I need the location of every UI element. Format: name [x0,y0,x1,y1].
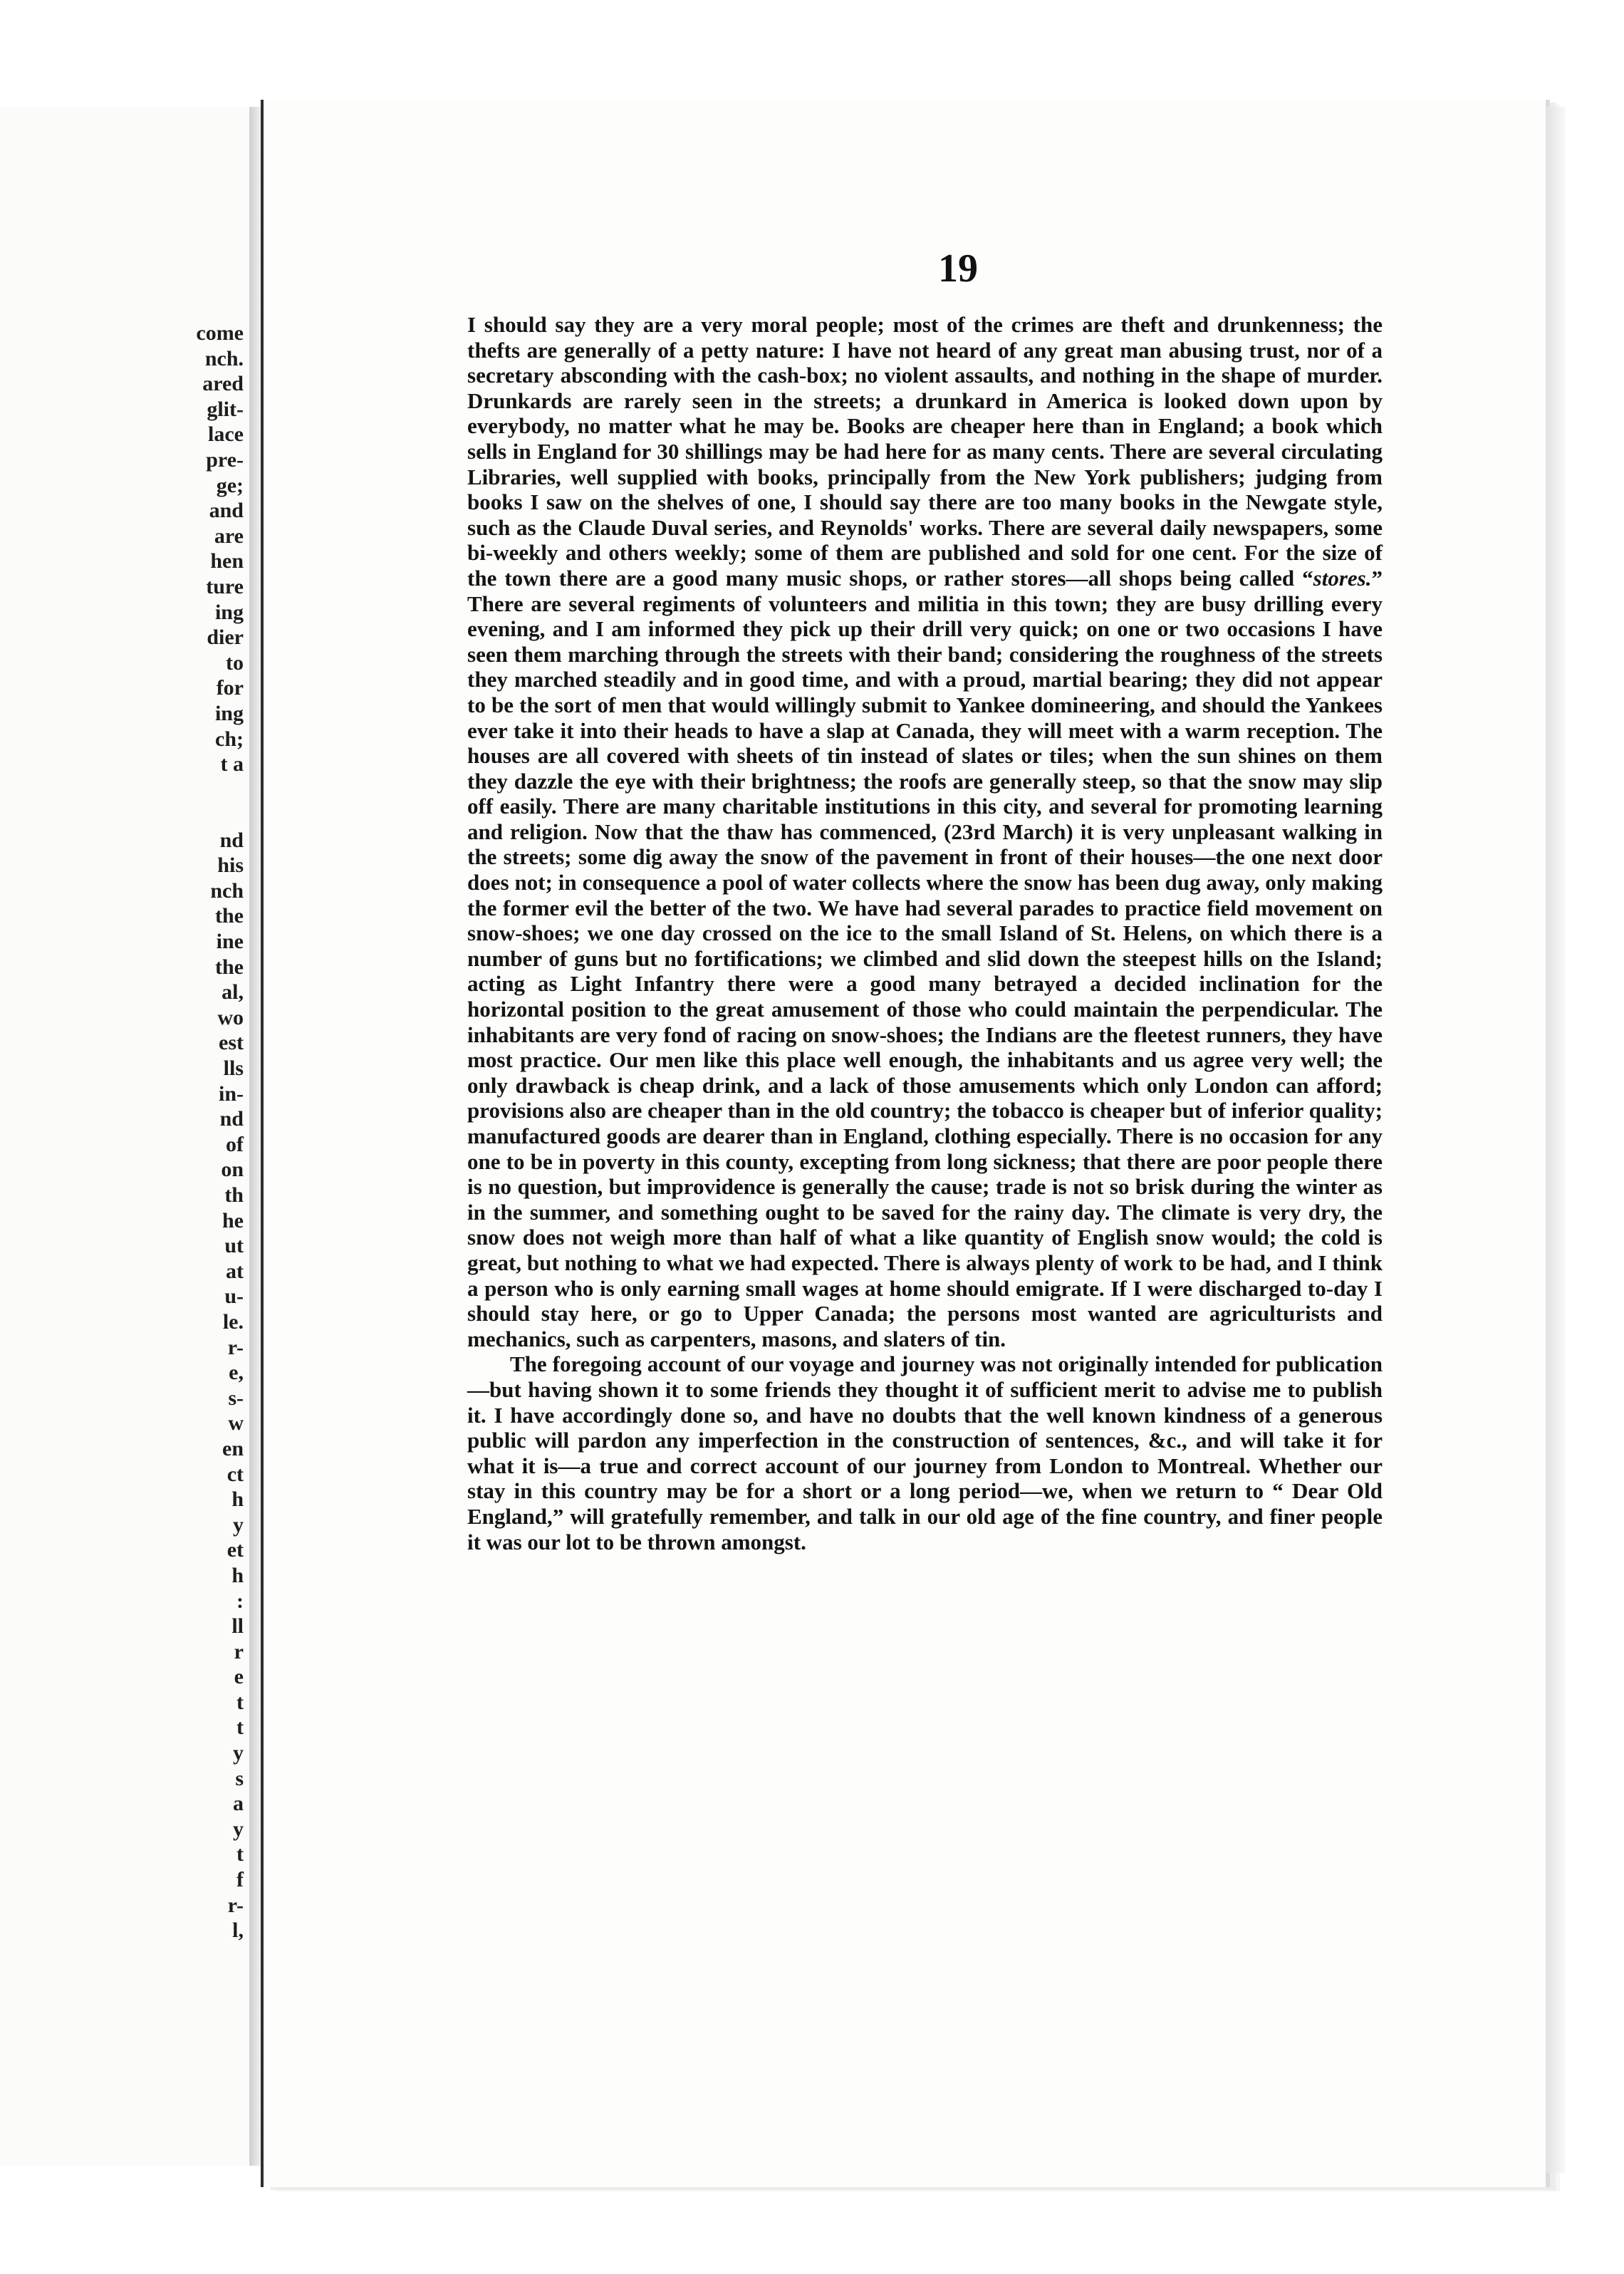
left-page-fragment: e [234,1665,244,1689]
left-page-fragment: l, [232,1919,244,1943]
left-page-fragment: the [215,955,244,979]
left-page-gap [144,777,244,828]
left-page-fragment: his [217,853,244,878]
left-page-fragment: th [224,1183,244,1207]
left-page-fragment: y [233,1817,244,1841]
left-page-fragment: glit- [207,397,244,421]
left-page-fragment: t a [220,752,244,777]
left-page-fragment: ared [202,372,244,396]
left-page-fragment: nd [219,1107,244,1131]
left-page-fragment: le. [222,1309,244,1334]
left-page-fragment: f [236,1868,244,1892]
paragraph-1 [467,312,1383,1351]
left-page-fragment: nd [219,828,244,852]
left-page-fragment: r [234,1639,244,1663]
left-page-fragment: y [233,1512,244,1537]
left-page-fragment: y [233,1741,244,1765]
left-page-fragment: of [226,1132,244,1156]
left-page-fragment: ch; [215,727,244,751]
left-page-fragment: pre- [206,447,244,472]
left-page-fragment: to [226,650,244,675]
main-text [467,312,1383,1554]
left-page-fragment: in- [218,1081,244,1106]
left-page-fragment: nch. [204,346,244,370]
left-page-fragment: nch [210,878,244,903]
left-page-fragment: t [236,1842,244,1867]
left-facing-page [0,107,251,2166]
left-page-fragment: the [215,904,244,928]
left-page-fragment: dier [207,625,244,650]
left-page-fragment: ll [231,1614,244,1639]
left-page-fragment: come [196,321,244,345]
left-page-fragment: for [216,676,244,700]
italic-word-stores: stores. [1313,565,1372,591]
left-page-fragment: ut [224,1234,244,1258]
left-page-fragment: s- [228,1386,244,1410]
left-page-fragment: he [222,1208,244,1232]
left-page-fragment: on [221,1158,244,1182]
paragraph-1-part-a: I should say they are a very moral people; most of the crimes are theft and drunkenness; the thefts are generally of a petty nature: I have not heard of any great man abusing trust, nor of a secretary absconding with the cash-box; no violent assaults, and nothing in the shape of murder. Drunkards are rarely seen in the streets; a drunkard in America is looked down upon by everybody, no matter what he may be. Books are cheaper here than in England; a book which sells in England for 30 shillings may be had here for as many cents. There are several circulating Libraries, well supplied with books, principally from the New York publishers; judging from books I saw on the shelves of one, I should say there are too many books in the Newgate style, such as the Claude Duval series, and Reynolds' works. There are several daily newspapers, some bi-weekly and others weekly; some of them are published and sold for one cent. For the size of the town there are a good many music shops, or rather stores—all shops being called “ [467,312,1383,591]
page-edge-shadow [1546,107,1566,2173]
left-page-fragment: al, [222,980,244,1004]
left-page-fragment: wo [217,1005,244,1029]
left-page-fragment: en [222,1436,244,1460]
left-page-fragment: w [228,1411,244,1435]
left-page-text-fragments [144,321,244,1943]
left-page-fragment: ing [214,600,244,624]
left-page-fragment: r- [227,1335,244,1359]
left-page-fragment: h [231,1488,244,1512]
left-page-fragment: are [214,524,244,548]
page-number: 19 [938,246,978,291]
left-page-fragment: h [231,1563,244,1587]
left-page-fragment: et [227,1538,244,1562]
left-page-fragment: r- [227,1893,244,1917]
left-page-fragment: ine [216,930,244,954]
paragraph-1-part-b: ” There are several regiments of volunteers and militia in this town; they are busy drilling every evening, and I am informed they pick up their drill very quick; on one or two occasions I have seen them marching through the streets with their band; considering the roughness of the streets they marched steadily and in good time, and with a proud, martial bearing; they did not appear to be the sort of men that would willingly submit to Yankee domineering, and should the Yankees ever take it into their heads to have a slap at Canada, they will meet with a warm reception. The houses are all covered with sheets of tin instead of slates or tiles; when the sun shines on them they dazzle the eye with their brightness; the roofs are generally steep, so that the snow may slip off easily. There are many charitable institutions in this city, and several for promoting learning and religion. Now that the thaw has commenced, (23rd March) it is very unpleasant walking in the streets; some dig away the snow of the pavement in front of their houses—the one next door does not; in consequence a pool of water collects where the snow has been dug away, only making the former evil the better of the two. We have had several parades to practice field movement on snow-shoes; we one day crossed on the ice to the small Island of St. Helens, on which there is a number of guns but no fortifications; we climbed and slid down the steepest hills on the Island; acting as Light Infantry there were a good many betrayed a decided inclination for the horizontal position to the great amusement of those who could maintain the perpendicular. The inhabitants are very fond of racing on snow-shoes; the Indians are the fleetest runners, they have most practice. Our men like this place well enough, the inhabitants and us agree very well; the only drawback is cheap drink, and a lack of those amusements which only London can afford; provisions also are cheaper than in the old country; the tobacco is cheaper but of inferior quality; manufactured goods are dearer than in England, clothing especially. There is no occasion for any one to be in poverty in this county, excepting from long sickness; that there are poor people there is no question, but improvidence is generally the cause; trade is not so brisk during the winter as in the summer, and something ought to be saved for the rainy day. The climate is very dry, the snow does not weigh more than half of what a like quantity of English snow would; the cold is great, but nothing to what we had expected. There is always plenty of work to be had, and I think a person who is only earning small wages at home should emigrate. If I were discharged to-day I should stay here, or go to Upper Canada; the persons most wanted are agriculturists and mechanics, such as carpenters, masons, and slaters of tin. [467,565,1383,1351]
left-page-fragment: s [235,1766,244,1790]
left-page-fragment: a [233,1792,244,1816]
left-page-fragment: e, [229,1361,244,1385]
left-page-fragment: hen [210,549,244,573]
left-page-fragment: lls [223,1056,244,1081]
left-page-fragment: ture [206,574,244,598]
right-page [261,100,1546,2187]
left-page-fragment: lace [208,422,244,447]
left-page-fragment: ge; [216,473,244,497]
left-page-fragment: at [226,1259,244,1283]
paragraph-2: The foregoing account of our voyage and journey was not originally intended for publication—but having shown it to some friends they thought it of sufficient merit to advise me to publish it. I have accordingly done so, and have no doubts that the well known kindness of a generous public will pardon any imperfection in the construction of sentences, &c., and will take it for what it is—a true and correct account of our journey from London to Montreal. Whether our stay in this country may be for a short or a long period—we, when we return to “ Dear Old England,” will gratefully remember, and talk in our old age of the fine country, and finer people it was our lot to be thrown amongst. [467,1351,1383,1554]
left-page-fragment: t [236,1690,244,1714]
left-page-fragment: : [236,1589,244,1613]
left-page-fragment: and [209,499,244,523]
left-page-fragment: ct [227,1462,244,1486]
left-page-fragment: ing [214,701,244,725]
left-page-fragment: est [219,1031,244,1055]
left-page-fragment: u- [224,1284,244,1309]
left-page-fragment: t [236,1715,244,1740]
